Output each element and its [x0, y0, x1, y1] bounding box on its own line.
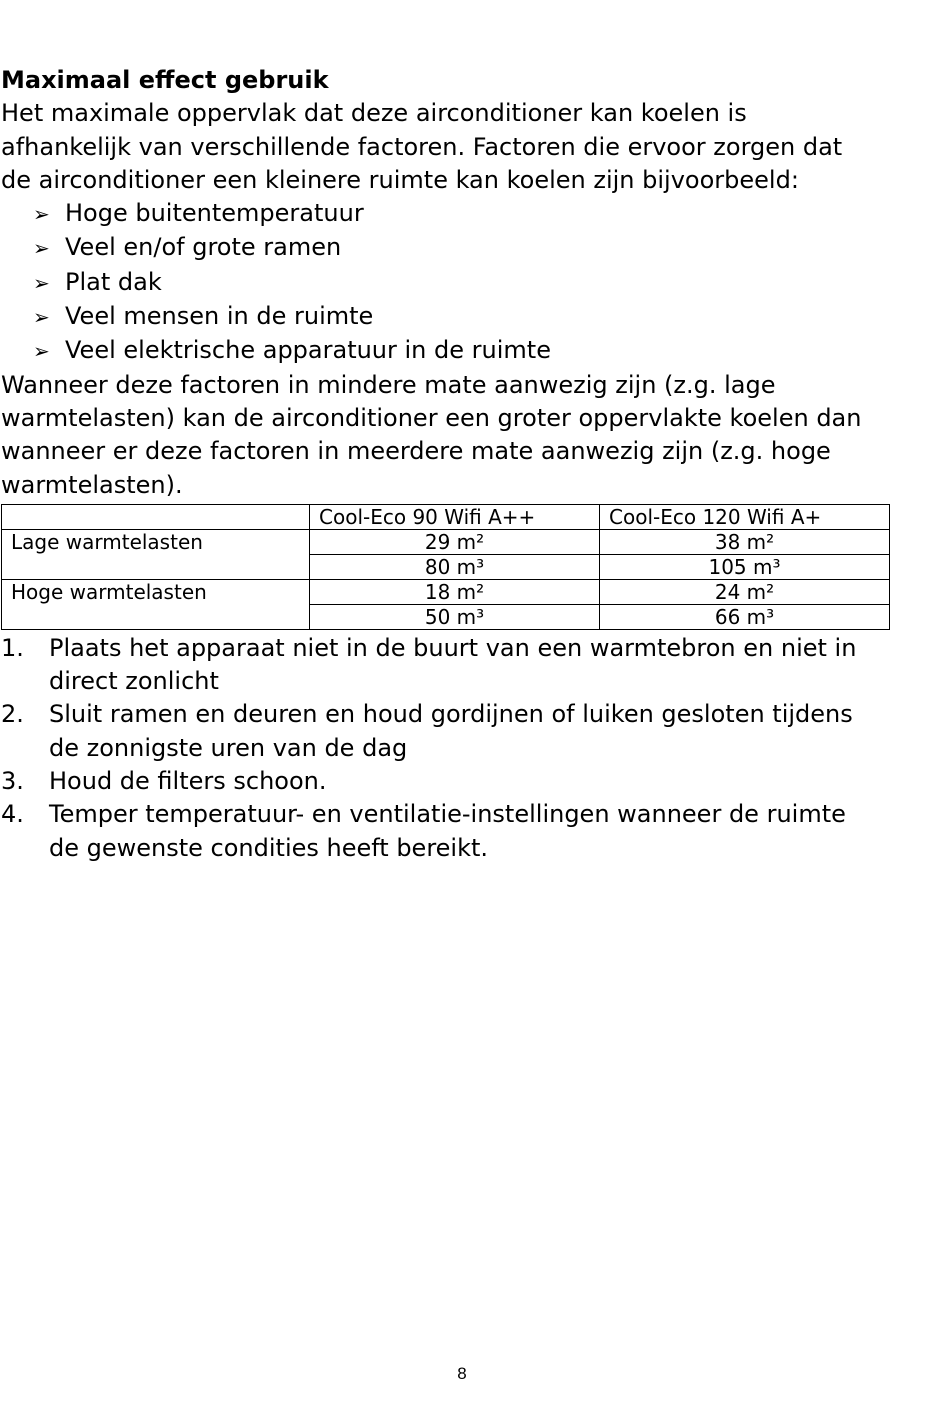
- factor-item: [0, 197, 950, 231]
- explanation-line: Wanneer deze factoren in mindere mate aanwezig zijn (z.g. lage: [1, 370, 776, 399]
- factor-text: Veel en/of grote ramen: [65, 233, 342, 262]
- table-header-row: [2, 504, 890, 529]
- table-cell: 80 m³: [310, 554, 600, 579]
- table-row: [2, 579, 890, 604]
- explanation-line: wanneer er deze factoren in meerdere mate aanwezig zijn (z.g. hoge: [1, 437, 831, 466]
- factor-item: [0, 266, 950, 300]
- explanation-line: warmtelasten).: [1, 470, 183, 499]
- page-number: 8: [457, 1364, 467, 1383]
- table-cell: 24 m²: [600, 579, 890, 604]
- tip-number: 1.: [1, 633, 24, 662]
- table-cell: 38 m²: [600, 529, 890, 554]
- table-header-cell: Cool-Eco 90 Wifi A++: [310, 504, 600, 529]
- factor-text: Veel mensen in de ruimte: [65, 302, 374, 331]
- tip-number: 4.: [1, 800, 24, 829]
- intro-line: Het maximale oppervlak dat deze airconditioner kan koelen is: [1, 99, 747, 128]
- tip-line: de gewenste condities heeft bereikt.: [49, 833, 489, 862]
- arrow-bullet-icon: ➢: [33, 270, 50, 295]
- intro-line: de airconditioner een kleinere ruimte kan koelen zijn bijvoorbeeld:: [1, 165, 799, 194]
- tip-line: Sluit ramen en deuren en houd gordijnen of luiken gesloten tijdens: [49, 700, 853, 729]
- arrow-bullet-icon: ➢: [33, 202, 50, 227]
- tip-line: Temper temperatuur- en ventilatie-instellingen wanneer de ruimte: [49, 800, 846, 829]
- arrow-bullet-icon: ➢: [33, 339, 50, 364]
- tip-line: de zonnigste uren van de dag: [49, 733, 408, 762]
- explanation-paragraph: [0, 369, 950, 502]
- table-cell: 18 m²: [310, 579, 600, 604]
- tip-line: Houd de filters schoon.: [49, 767, 327, 796]
- tip-item: [0, 632, 950, 699]
- factor-item: [0, 334, 950, 368]
- table-row-label: Hoge warmtelasten: [2, 579, 310, 629]
- document-page: [0, 64, 950, 865]
- tip-line: direct zonlicht: [49, 667, 219, 696]
- factor-text: Veel elektrische apparatuur in de ruimte: [65, 336, 551, 365]
- intro-line: afhankelijk van verschillende factoren. Factoren die ervoor zorgen dat: [1, 132, 843, 161]
- table-row: [2, 529, 890, 554]
- intro-paragraph: [0, 97, 950, 197]
- table-cell: 105 m³: [600, 554, 890, 579]
- tip-item: [0, 698, 950, 765]
- tip-item: [0, 765, 950, 798]
- factor-list: [0, 197, 950, 368]
- capacity-table: [1, 504, 890, 630]
- table-header-cell: Cool-Eco 120 Wifi A+: [600, 504, 890, 529]
- tips-list: [0, 632, 950, 865]
- factor-item: [0, 300, 950, 334]
- table-row-label: Lage warmtelasten: [2, 529, 310, 579]
- arrow-bullet-icon: ➢: [33, 305, 50, 330]
- table-cell: 29 m²: [310, 529, 600, 554]
- table-cell: 66 m³: [600, 604, 890, 629]
- explanation-line: warmtelasten) kan de airconditioner een groter oppervlakte koelen dan: [1, 403, 862, 432]
- tip-line: Plaats het apparaat niet in de buurt van een warmtebron en niet in: [49, 633, 857, 662]
- tip-number: 2.: [1, 700, 24, 729]
- table-cell: 50 m³: [310, 604, 600, 629]
- section-heading: Maximaal effect gebruik: [1, 66, 329, 94]
- factor-item: [0, 231, 950, 265]
- arrow-bullet-icon: ➢: [33, 236, 50, 261]
- factor-text: Hoge buitentemperatuur: [65, 199, 364, 228]
- table-corner-cell: [2, 504, 310, 529]
- factor-text: Plat dak: [65, 267, 162, 296]
- tip-item: [0, 798, 950, 865]
- tip-number: 3.: [1, 767, 24, 796]
